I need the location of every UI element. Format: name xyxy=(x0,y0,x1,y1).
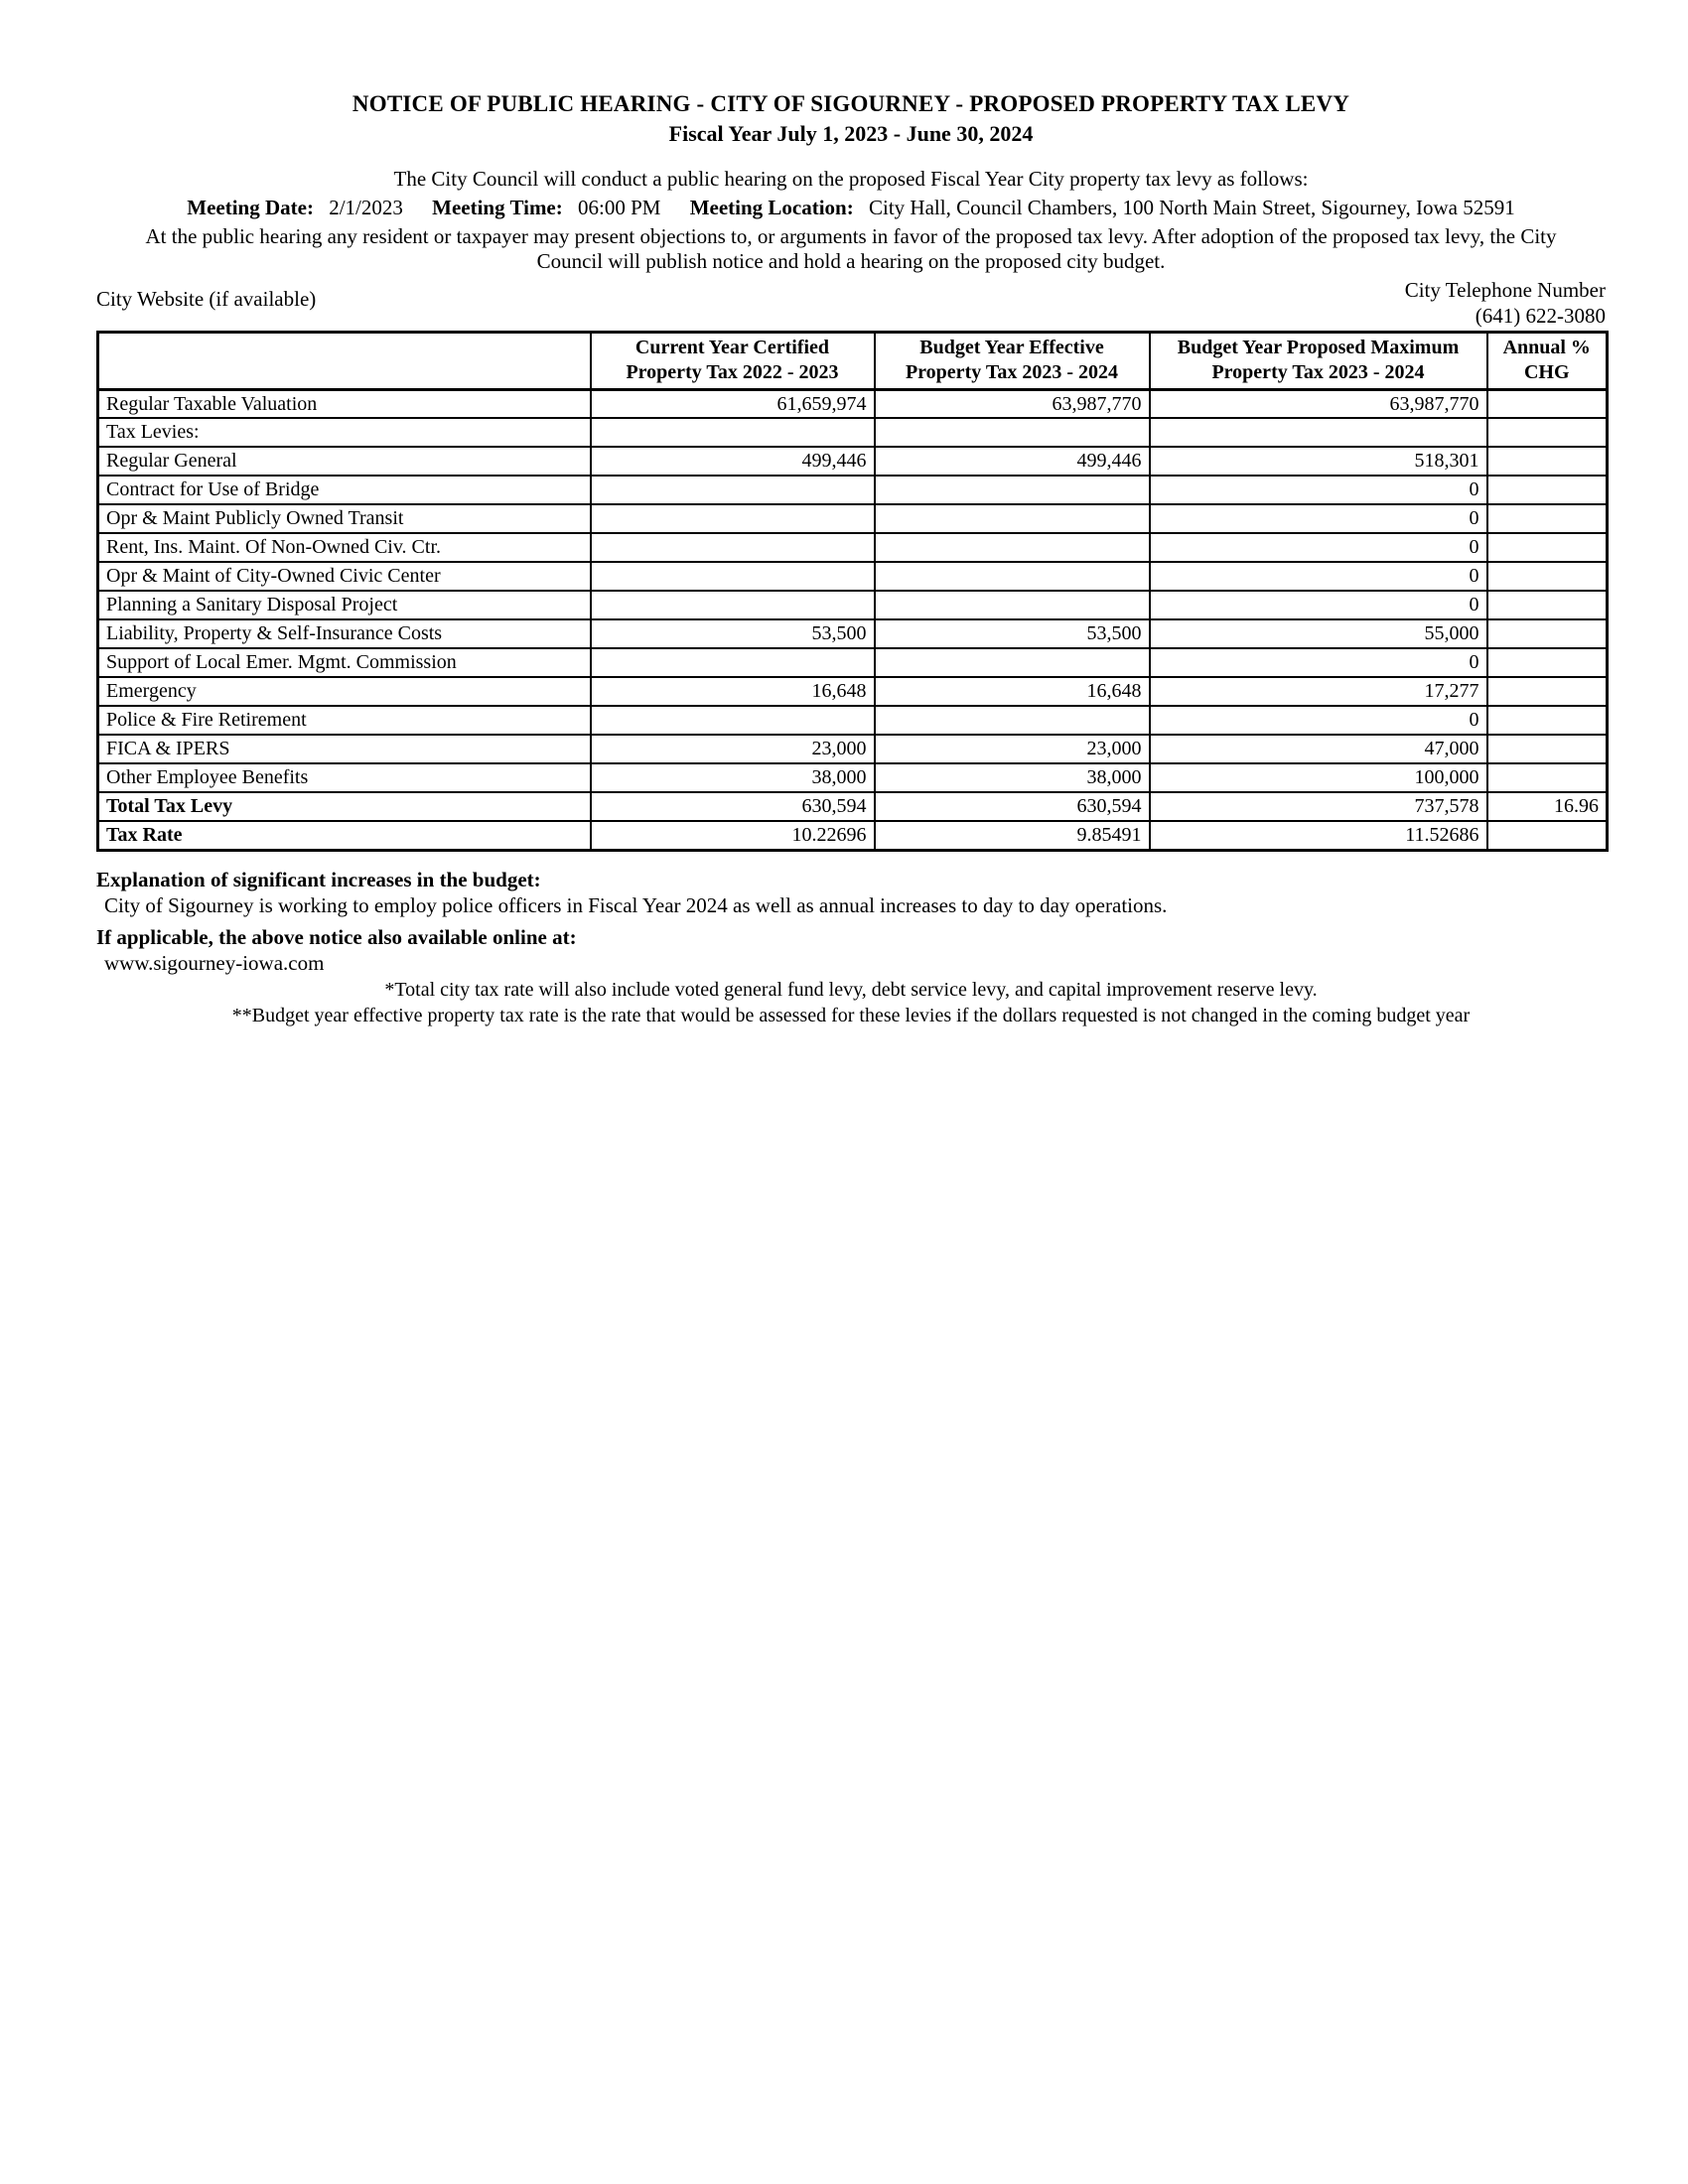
proposed-max-value: 63,987,770 xyxy=(1150,389,1487,418)
table-row xyxy=(98,821,1608,850)
meeting-time-label: Meeting Time: xyxy=(432,196,563,219)
annual-chg-value xyxy=(1487,533,1608,562)
explanation-text: City of Sigourney is working to employ police officers in Fiscal Year 2024 as well as annual increases to day to day operations. xyxy=(104,892,1168,917)
online-availability-label: If applicable, the above notice also available online at: xyxy=(96,924,577,949)
tax-levy-table xyxy=(96,331,1609,852)
effective-year-value: 53,500 xyxy=(875,619,1150,648)
current-year-value xyxy=(591,476,875,504)
meeting-location-label: Meeting Location: xyxy=(689,196,854,219)
effective-year-value xyxy=(875,562,1150,591)
proposed-max-value: 518,301 xyxy=(1150,447,1487,476)
levy-name: Liability, Property & Self-Insurance Costs xyxy=(98,619,591,648)
table-row xyxy=(98,418,1608,447)
contact-row xyxy=(96,278,1606,328)
levy-name: Total Tax Levy xyxy=(98,792,591,821)
levy-name: Tax Rate xyxy=(98,821,591,850)
meeting-date-label: Meeting Date: xyxy=(187,196,314,219)
current-year-value xyxy=(591,591,875,619)
annual-chg-value xyxy=(1487,562,1608,591)
current-year-value: 630,594 xyxy=(591,792,875,821)
effective-year-value xyxy=(875,591,1150,619)
table-row xyxy=(98,706,1608,735)
table-row xyxy=(98,619,1608,648)
column-header-annual-pct-chg: Annual % CHG xyxy=(1487,332,1608,389)
annual-chg-value xyxy=(1487,706,1608,735)
column-header-budget-year-effective: Budget Year Effective Property Tax 2023 - 2024 xyxy=(875,332,1150,389)
intro-text: The City Council will conduct a public hearing on the proposed Fiscal Year City property tax levy as follows: xyxy=(393,167,1309,191)
annual-chg-value xyxy=(1487,677,1608,706)
hearing-note: At the public hearing any resident or taxpayer may present objections to, or arguments in favor of the proposed tax levy. After adoption of the proposed tax levy, the City Council will publish notice and hold a hearing on the proposed city budget. xyxy=(145,224,1557,274)
proposed-max-value: 0 xyxy=(1150,533,1487,562)
current-year-value xyxy=(591,418,875,447)
effective-year-value xyxy=(875,533,1150,562)
effective-year-value: 16,648 xyxy=(875,677,1150,706)
footnote-effective-rate: **Budget year effective property tax rate is the rate that would be assessed for these levies if the dollars requested is not changed in the coming budget year xyxy=(231,1004,1471,1026)
meeting-date-value: 2/1/2023 xyxy=(329,196,403,219)
effective-year-value: 499,446 xyxy=(875,447,1150,476)
effective-year-value: 23,000 xyxy=(875,735,1150,763)
effective-year-value xyxy=(875,418,1150,447)
effective-year-value: 630,594 xyxy=(875,792,1150,821)
footnote-total-rate: *Total city tax rate will also include voted general fund levy, debt service levy, and capital improvement reserve levy. xyxy=(384,978,1318,1001)
table-row xyxy=(98,533,1608,562)
current-year-value: 16,648 xyxy=(591,677,875,706)
levy-name: Emergency xyxy=(98,677,591,706)
effective-year-value xyxy=(875,706,1150,735)
proposed-max-value: 737,578 xyxy=(1150,792,1487,821)
table-row xyxy=(98,648,1608,677)
current-year-value: 23,000 xyxy=(591,735,875,763)
effective-year-value: 9.85491 xyxy=(875,821,1150,850)
current-year-value xyxy=(591,706,875,735)
levy-name: Planning a Sanitary Disposal Project xyxy=(98,591,591,619)
levy-name: Other Employee Benefits xyxy=(98,763,591,792)
proposed-max-value: 0 xyxy=(1150,591,1487,619)
proposed-max-value xyxy=(1150,418,1487,447)
levy-name: Police & Fire Retirement xyxy=(98,706,591,735)
annual-chg-value xyxy=(1487,821,1608,850)
city-phone-block xyxy=(1405,278,1606,328)
effective-year-value xyxy=(875,648,1150,677)
annual-chg-value xyxy=(1487,648,1608,677)
annual-chg-value: 16.96 xyxy=(1487,792,1608,821)
levy-name: Tax Levies: xyxy=(98,418,591,447)
table-row xyxy=(98,504,1608,533)
table-row xyxy=(98,389,1608,418)
proposed-max-value: 0 xyxy=(1150,504,1487,533)
table-row xyxy=(98,677,1608,706)
annual-chg-value xyxy=(1487,447,1608,476)
annual-chg-value xyxy=(1487,591,1608,619)
current-year-value xyxy=(591,533,875,562)
tax-levy-table-header xyxy=(98,332,1608,389)
effective-year-value xyxy=(875,476,1150,504)
annual-chg-value xyxy=(1487,619,1608,648)
levy-name: Regular Taxable Valuation xyxy=(98,389,591,418)
current-year-value xyxy=(591,504,875,533)
table-row xyxy=(98,562,1608,591)
annual-chg-value xyxy=(1487,763,1608,792)
proposed-max-value: 17,277 xyxy=(1150,677,1487,706)
page-subtitle: Fiscal Year July 1, 2023 - June 30, 2024 xyxy=(668,121,1034,146)
levy-name: FICA & IPERS xyxy=(98,735,591,763)
effective-year-value: 63,987,770 xyxy=(875,389,1150,418)
current-year-value xyxy=(591,648,875,677)
table-row xyxy=(98,763,1608,792)
page-title: NOTICE OF PUBLIC HEARING - CITY OF SIGOURNEY - PROPOSED PROPERTY TAX LEVY xyxy=(352,91,1350,116)
city-phone-number: (641) 622-3080 xyxy=(1475,303,1606,328)
current-year-value: 499,446 xyxy=(591,447,875,476)
proposed-max-value: 47,000 xyxy=(1150,735,1487,763)
explanation-label: Explanation of significant increases in the budget: xyxy=(96,867,541,891)
effective-year-value: 38,000 xyxy=(875,763,1150,792)
table-row xyxy=(98,735,1608,763)
levy-name: Contract for Use of Bridge xyxy=(98,476,591,504)
city-website-url: www.sigourney-iowa.com xyxy=(104,950,325,975)
levy-name: Regular General xyxy=(98,447,591,476)
proposed-max-value: 0 xyxy=(1150,476,1487,504)
proposed-max-value: 0 xyxy=(1150,562,1487,591)
document-page xyxy=(96,0,1606,1027)
annual-chg-value xyxy=(1487,476,1608,504)
column-header-current-year-certified: Current Year Certified Property Tax 2022 - 2023 xyxy=(591,332,875,389)
proposed-max-value: 55,000 xyxy=(1150,619,1487,648)
city-phone-label: City Telephone Number xyxy=(1404,278,1606,303)
meeting-info xyxy=(96,196,1606,220)
current-year-value xyxy=(591,562,875,591)
column-header-budget-year-proposed-maximum: Budget Year Proposed Maximum Property Tax 2023 - 2024 xyxy=(1150,332,1487,389)
city-website-label: City Website (if available) xyxy=(96,287,317,312)
annual-chg-value xyxy=(1487,504,1608,533)
proposed-max-value: 11.52686 xyxy=(1150,821,1487,850)
annual-chg-value xyxy=(1487,735,1608,763)
table-row xyxy=(98,792,1608,821)
proposed-max-value: 0 xyxy=(1150,706,1487,735)
current-year-value: 61,659,974 xyxy=(591,389,875,418)
table-row xyxy=(98,476,1608,504)
levy-name: Opr & Maint Publicly Owned Transit xyxy=(98,504,591,533)
table-row xyxy=(98,447,1608,476)
meeting-location-value: City Hall, Council Chambers, 100 North Main Street, Sigourney, Iowa 52591 xyxy=(868,196,1515,219)
current-year-value: 10.22696 xyxy=(591,821,875,850)
annual-chg-value xyxy=(1487,389,1608,418)
proposed-max-value: 100,000 xyxy=(1150,763,1487,792)
levy-name: Rent, Ins. Maint. Of Non-Owned Civ. Ctr. xyxy=(98,533,591,562)
current-year-value: 38,000 xyxy=(591,763,875,792)
table-row xyxy=(98,591,1608,619)
levy-name: Support of Local Emer. Mgmt. Commission xyxy=(98,648,591,677)
meeting-time-value: 06:00 PM xyxy=(578,196,661,219)
levy-name: Opr & Maint of City-Owned Civic Center xyxy=(98,562,591,591)
effective-year-value xyxy=(875,504,1150,533)
annual-chg-value xyxy=(1487,418,1608,447)
proposed-max-value: 0 xyxy=(1150,648,1487,677)
column-header-levy-name xyxy=(98,332,591,389)
current-year-value: 53,500 xyxy=(591,619,875,648)
